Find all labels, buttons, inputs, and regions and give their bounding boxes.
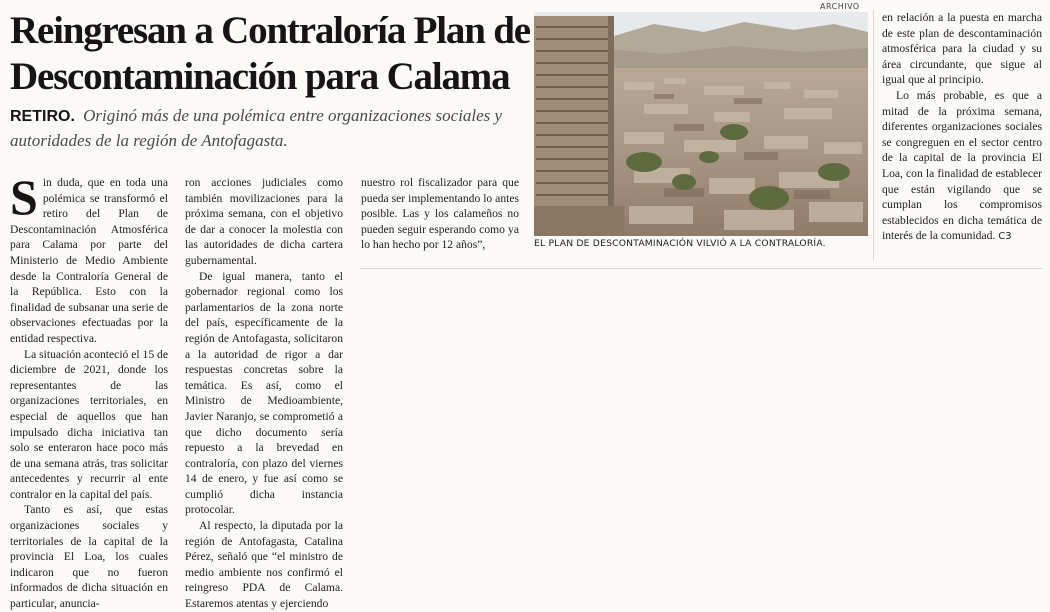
paragraph: en relación a la puesta en marcha de este plan de descontaminación atmosférica para la ciudad y su área circundante, que sigue al igual que al principio. [882,11,1042,87]
end-mark: C3 [998,231,1012,243]
photo-caption: EL PLAN DE DESCONTAMINACIÓN VILVIÓ A LA CONTRALORÍA. [534,238,826,249]
paragraph-text: Lo más probable, es que a mitad de la próxima semana, diferentes organizaciones sociales se congreguen en el sector centro de la capital de la provincia El Loa, con la finalidad de establecer que están vigilando que se cumplan los compromisos establecidos en dicha temática de interés de la comunidad. [882,88,1042,243]
section-divider [360,268,1042,269]
kicker [10,104,525,153]
headline: Reingresan a Contraloría Plan de Descontaminación para Calama [10,9,530,98]
paragraph: De igual manera, tanto el gobernador regional como los parlamentarios de la zona norte del país, específicamente de la región de Antofagasta, solicitaron a la autoridad de rigor a dar respuestas concretas sobre la temática. Es así, como el Ministro de Medioambiente, Javier Naranjo, se comprometió a que dicho documento sería repuesto a la brevedad en contraloría, con plazo del viernes 14 de enero, y fue así como se cumplió dicha instancia protocolar. [185,269,343,517]
article-column-4 [882,10,1042,245]
column-divider [873,10,874,260]
article-column-1 [10,169,168,612]
city-photo [534,12,868,236]
paragraph [10,169,168,347]
article-column-2 [185,175,343,612]
paragraph: Tanto es así, que estas organizaciones sociales y territoriales de la capital de la provincia El Loa, los cuales indicaron que no fueron informados de dicha situación en particular, anuncia- [10,503,168,611]
paragraph: ron acciones judiciales como también movilizaciones para la próxima semana, con el objetivo de dar a conocer la molestia con las autoridades de dicha cartera gubernamental. [185,176,343,267]
paragraph [882,88,1042,245]
paragraph: La situación aconteció el 15 de diciembre de 2021, donde los representantes de las organizaciones territoriales, en especial de aquellos que han impulsado dicha iniciativa tan solo se enteraron hace poco más de una semana atrás, tras solicitar antecedentes y recurrir al ente contralor en la capital del país. [10,347,168,501]
paragraph: nuestro rol fiscalizador para que pueda ser implementando lo antes posible. Las y los calameños no pueden seguir esperando como ya lo han hecho por 12 años”, [361,176,519,252]
drop-cap: S [10,169,38,225]
paragraph-text: in duda, que en toda una polémica se transformó el retiro del Plan de Descontaminación Atmosférica para Calama por parte del Ministerio de Medio Ambiente desde la Contraloría General de la República. Esto con la finalidad de subsanar una serie de observaciones efectuadas por la entidad respectiva. [10,176,168,345]
article-column-3 [361,175,519,253]
photo-credit: ARCHIVO [820,2,860,11]
kicker-label: RETIRO. [10,108,75,125]
kicker-text: Originó más de una polémica entre organizaciones sociales y autoridades de la región de Antofagasta. [10,106,503,150]
paragraph: Al respecto, la diputada por la región de Antofagasta, Catalina Pérez, señaló que “el ministro de medio ambiente nos confirmó el reingreso PDA de Calama. Estaremos atentas y ejerciendo [185,519,343,611]
